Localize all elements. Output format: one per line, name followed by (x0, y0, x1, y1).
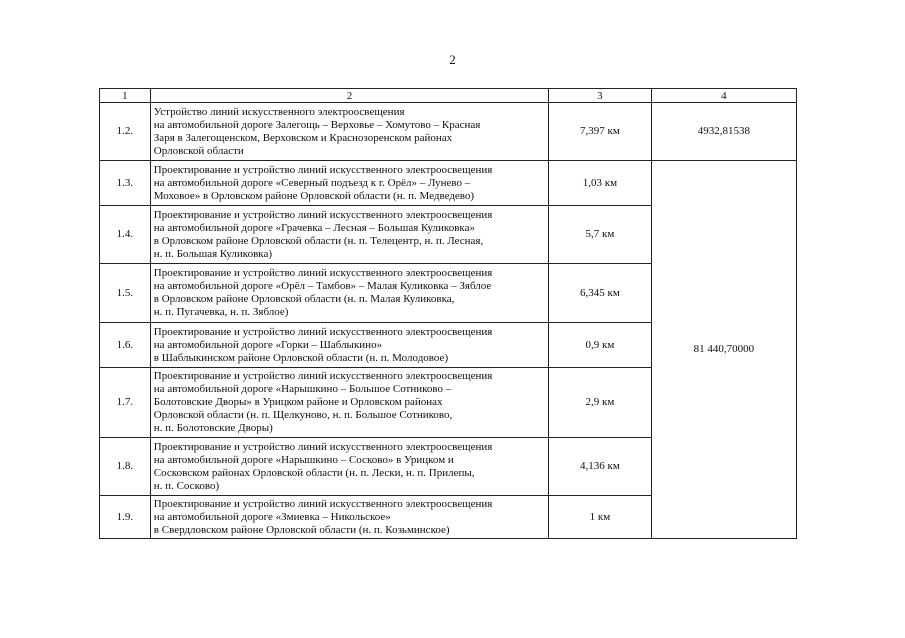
column-header: 1 (100, 89, 151, 103)
row-number: 1.2. (100, 103, 151, 161)
description-line: Проектирование и устройство линий искусственного электроосвещения (153, 208, 493, 221)
row-number: 1.3. (100, 161, 151, 206)
row-description (150, 206, 548, 264)
description-line: на автомобильной дороге «Нарышкино – Сосково» в Урицком и (153, 453, 454, 466)
row-length: 7,397 км (549, 103, 652, 161)
description-line: н. п. Болотовские Дворы) (153, 422, 273, 434)
row-length: 5,7 км (549, 206, 652, 264)
row-number: 1.9. (100, 496, 151, 539)
column-header: 2 (150, 89, 548, 103)
description-line: н. п. Пугачевка, н. п. Зяблое) (153, 306, 289, 318)
description-line: Орловской области (н. п. Щелкуново, н. п. Большое Сотниково, (153, 409, 453, 421)
description-line: н. п. Сосково) (153, 479, 220, 492)
projects-table (99, 88, 797, 539)
row-description (150, 368, 548, 438)
description-line: Устройство линий искусственного электроосвещения (153, 105, 405, 118)
row-length: 6,345 км (549, 264, 652, 323)
row-number: 1.5. (100, 264, 151, 323)
table-row (100, 161, 797, 206)
description-line: Болотовские Дворы» в Урицком районе и Орловском районах (153, 396, 443, 408)
row-description (150, 264, 548, 323)
row-description (150, 161, 548, 206)
row-description (150, 323, 548, 368)
page-number: 2 (449, 52, 456, 67)
description-line: в Свердловском районе Орловской области (н. п. Козьминское) (153, 523, 450, 536)
row-number: 1.4. (100, 206, 151, 264)
description-line: на автомобильной дороге «Орёл – Тамбов» – Малая Куликовка – Зяблое (153, 280, 492, 292)
description-line: на автомобильной дороге «Нарышкино – Большое Сотниково – (153, 383, 452, 395)
row-length: 0,9 км (549, 323, 652, 368)
row-number: 1.7. (100, 368, 151, 438)
description-line: Орловской области (153, 144, 244, 157)
description-line: Заря в Залегощенском, Верховском и Краснозоренском районах (153, 131, 453, 144)
row-length: 1,03 км (549, 161, 652, 206)
description-line: Проектирование и устройство линий искусственного электроосвещения (153, 163, 493, 176)
row-cost: 4932,81538 (651, 103, 796, 161)
row-number: 1.8. (100, 438, 151, 496)
row-length: 2,9 км (549, 368, 652, 438)
description-line: Сосковском районах Орловской области (н. п. Лески, н. п. Прилепы, (153, 466, 475, 479)
row-description (150, 103, 548, 161)
description-line: н. п. Большая Куликовка) (153, 247, 273, 260)
description-line: на автомобильной дороге «Горки – Шаблыкино» (153, 338, 383, 351)
row-length: 1 км (549, 496, 652, 539)
row-description (150, 496, 548, 539)
column-header: 4 (651, 89, 796, 103)
description-line: на автомобильной дороге «Грачевка – Лесная – Большая Куликовка» (153, 221, 475, 234)
description-line: на автомобильной дороге «Северный подъезд к г. Орёл» – Лунево – (153, 176, 471, 189)
row-description (150, 438, 548, 496)
merged-cost: 81 440,70000 (651, 161, 796, 539)
table-header-row (100, 89, 797, 103)
description-line: Проектирование и устройство линий искусственного электроосвещения (153, 440, 493, 453)
description-line: Проектирование и устройство линий искусственного электроосвещения (153, 267, 493, 279)
description-line: Проектирование и устройство линий искусственного электроосвещения (153, 325, 493, 338)
column-header: 3 (549, 89, 652, 103)
description-line: в Орловском районе Орловской области (н. п. Телецентр, н. п. Лесная, (153, 234, 484, 247)
description-line: Проектирование и устройство линий искусственного электроосвещения (153, 497, 493, 510)
description-line: Проектирование и устройство линий искусственного электроосвещения (153, 370, 493, 382)
table-row (100, 103, 797, 161)
row-length: 4,136 км (549, 438, 652, 496)
row-number: 1.6. (100, 323, 151, 368)
description-line: на автомобильной дороге «Змиевка – Никольское» (153, 510, 391, 523)
description-line: Моховое» в Орловском районе Орловской области (н. п. Медведево) (153, 189, 475, 202)
description-line: на автомобильной дороге Залегощь – Верховье – Хомутово – Красная (153, 118, 481, 131)
description-line: в Шаблыкинском районе Орловской области (н. п. Молодовое) (153, 351, 449, 364)
description-line: в Орловском районе Орловской области (н. п. Малая Куликовка, (153, 293, 455, 305)
